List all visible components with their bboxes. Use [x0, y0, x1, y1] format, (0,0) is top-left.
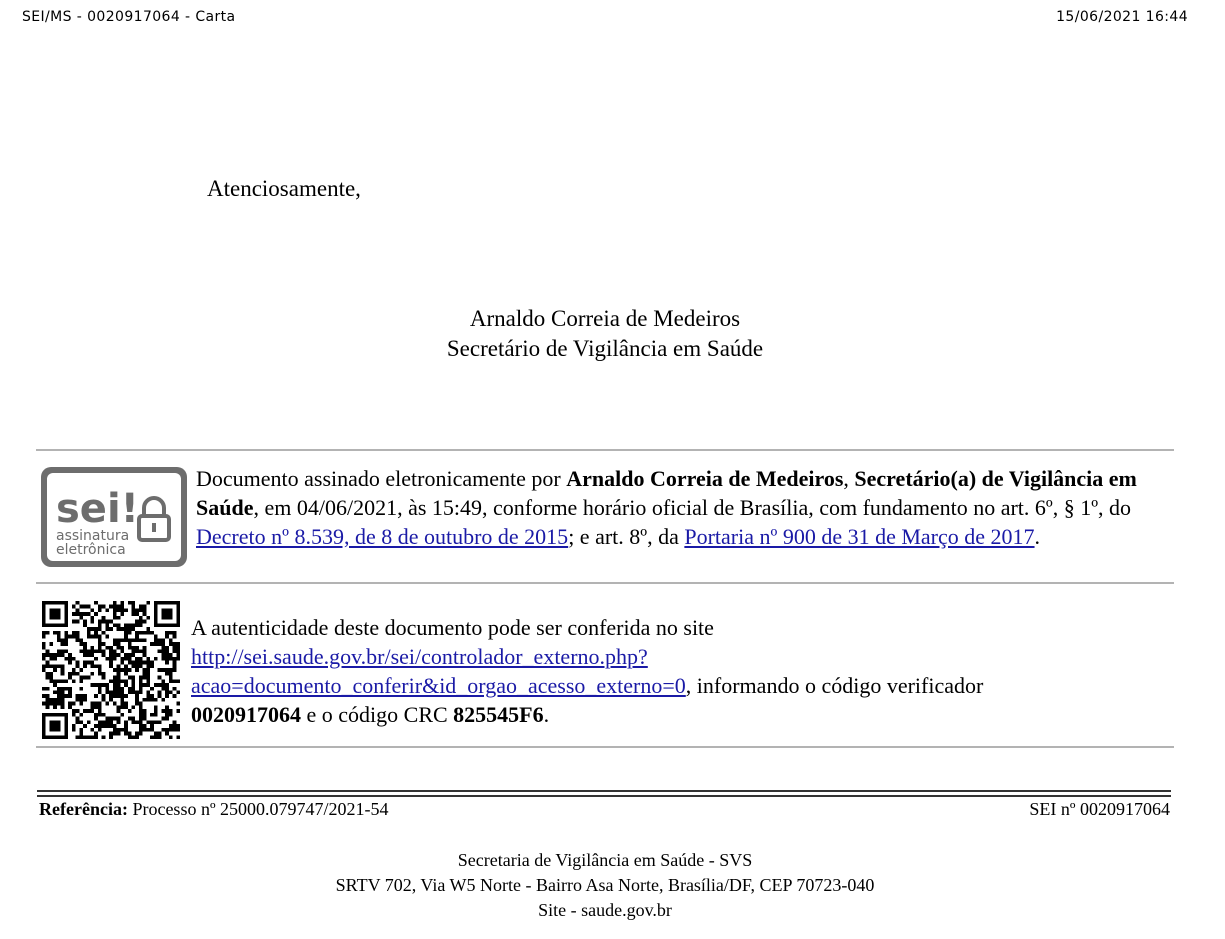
decree-link[interactable]: Decreto nº 8.539, de 8 de outubro de 2015 — [196, 524, 569, 549]
print-header-title: SEI/MS - 0020917064 - Carta — [22, 9, 236, 25]
verifier-code: 0020917064 — [191, 702, 301, 727]
signature-statement: Documento assinado eletronicamente por Arnaldo Correia de Medeiros, Secretário(a) de Vigilância em Saúde, em 04/06/2021, às 15:49, conforme horário oficial de Brasília, com fundamento no art. 6º, § 1º, do Decreto nº 8.539, de 8 de outubro de 2015; e art. 8º, da Portaria nº 900 de 31 de Março de 2017. — [196, 466, 1137, 549]
footer-rule — [37, 790, 1171, 792]
qr-modules — [42, 601, 180, 739]
divider — [36, 582, 1174, 584]
verification-link[interactable]: http://sei.saude.gov.br/sei/controlador_externo.php? acao=documento_conferir&id_orgao_acesso_externo=0 — [191, 644, 686, 698]
signer-role-bold: Secretário(a) de Vigilância em Saúde — [196, 466, 1137, 520]
seal-label-line1: assinatura — [56, 528, 130, 544]
divider — [36, 746, 1174, 748]
ordinance-link[interactable]: Portaria nº 900 de 31 de Março de 2017 — [684, 524, 1035, 549]
seal-brand: sei! — [56, 486, 139, 532]
footer-line-org: Secretaria de Vigilância em Saúde - SVS — [457, 850, 753, 870]
closing-salutation: Atenciosamente, — [207, 176, 361, 201]
signer-name-bold: Arnaldo Correia de Medeiros — [566, 466, 844, 491]
crc-code: 825545F6 — [453, 702, 544, 727]
footer-rule — [37, 795, 1171, 797]
print-header-datetime: 15/06/2021 16:44 — [1056, 9, 1188, 25]
divider — [36, 449, 1174, 451]
footer-line-address: SRTV 702, Via W5 Norte - Bairro Asa Norte, Brasília/DF, CEP 70723-040 — [335, 875, 875, 895]
qr-code-icon — [42, 601, 180, 739]
signer-name: Arnaldo Correia de Medeiros — [469, 306, 741, 331]
footer-line-site: Site - saude.gov.br — [538, 900, 672, 920]
electronic-signature-seal — [40, 466, 188, 568]
footer-address — [0, 848, 1210, 923]
process-reference: Referência: Processo nº 25000.079747/2021-54 — [39, 799, 389, 819]
sei-number: SEI nº 0020917064 — [1029, 799, 1170, 819]
seal-label-line2: eletrônica — [56, 542, 126, 558]
signer-title: Secretário de Vigilância em Saúde — [446, 336, 764, 361]
authenticity-statement: A autenticidade deste documento pode ser conferida no site http://sei.saude.gov.br/sei/controlador_externo.php? acao=documento_conferir&id_orgao_acesso_externo=0, informando o código verificador 0020917064 e o código CRC 825545F6. — [191, 615, 984, 727]
